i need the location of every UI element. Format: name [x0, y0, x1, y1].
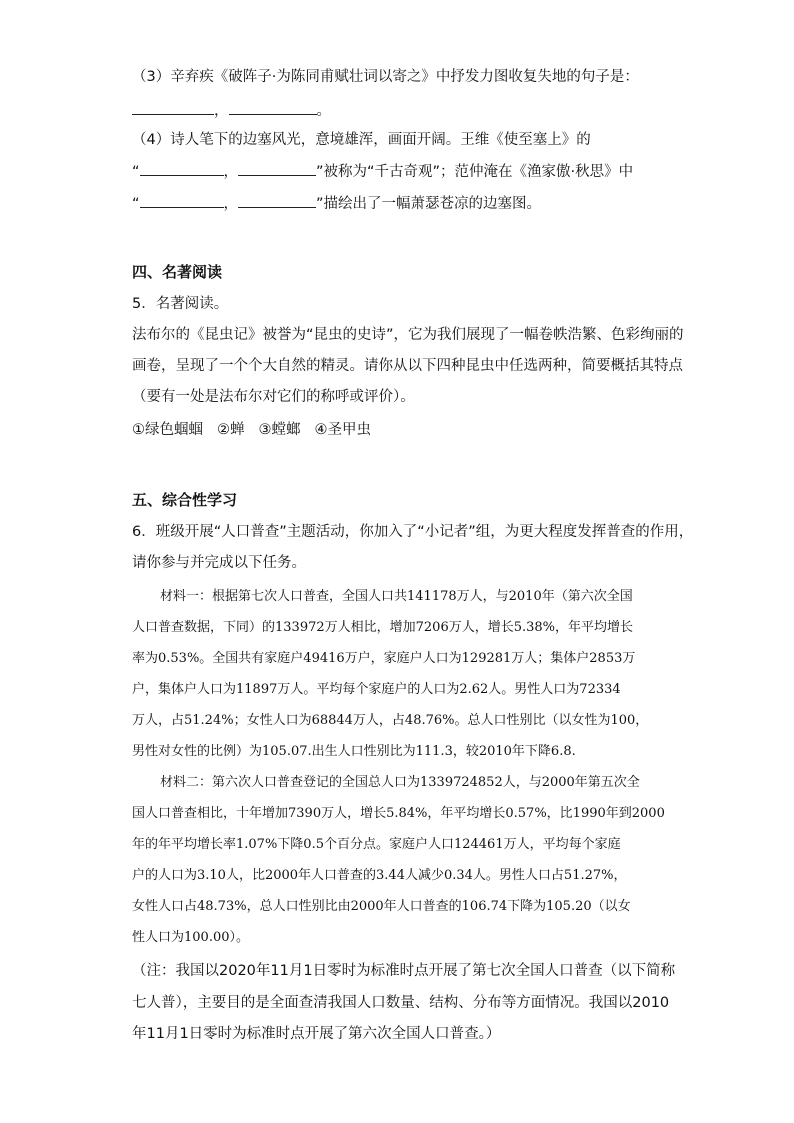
material-1-line: 率为0.53%。全国共有家庭户49416万户，家庭户人口为129281万人；集体户2853万 [132, 651, 636, 666]
material-2-line: 女性人口占48.73%，总人口性别比由2000年人口普查的106.74下降为105.20（以女 [132, 899, 631, 914]
question-5-text-line: 法布尔的《昆虫记》被誉为“昆虫的史诗”，它为我们展现了一幅卷帙浩繁、色彩绚丽的 [132, 327, 684, 343]
option-scarab: ④圣甲虫 [314, 422, 371, 438]
question-6-text-line: 6．班级开展“人口普查”主题活动，你加入了“小记者”组，为更大程度发挥普查的作用， [132, 524, 694, 540]
answer-blank[interactable] [140, 193, 224, 208]
note-line: （注：我国以2020年11月1日零时为标准时点开展了第七次全国人口普查（以下简称 [132, 963, 676, 979]
section-5-heading: 五、综合性学习 [132, 491, 238, 509]
question-text: ”被称为“千古奇观”；范仲淹在《渔家傲·秋思》中 [316, 164, 634, 180]
note-line: 七人普），主要目的是全面查清我国人口数量、结构、分布等方面情况。我国以2010 [132, 995, 670, 1011]
question-3-prompt: （3）辛弃疾《破阵子·为陈同甫赋壮词以寄之》中抒发力图收复失地的句子是： [132, 69, 639, 85]
option-katydid: ①绿色蝈蝈 [132, 422, 203, 438]
answer-blank[interactable] [238, 193, 316, 208]
material-2-line: 国人口普查相比，十年增加7390万人，增长5.84%，年平均增长0.57%，比1990年到2000 [132, 806, 665, 821]
question-5-options [132, 420, 385, 440]
separator: 。 [316, 103, 331, 119]
material-2-line: 年的年平均增长率1.07%下降0.5个百分点。家庭户人口124461万人，平均每个家庭 [132, 837, 621, 852]
quote-mark: “ [132, 196, 140, 212]
question-5-text-line: （要有一处是法布尔对它们的称呼或评价）。 [132, 389, 415, 405]
answer-blank[interactable] [229, 100, 317, 115]
material-1-line: 户，集体户人口为11897万人。平均每个家庭户的人口为2.62人。男性人口为72334 [132, 682, 621, 697]
separator: ， [223, 196, 239, 212]
question-4-line-3 [132, 193, 541, 214]
material-2-line: 户的人口为3.10人，比2000年人口普查的3.44人减少0.34人。男性人口占51.27%， [132, 868, 627, 883]
section-4-heading: 四、名著阅读 [132, 263, 223, 281]
material-1-line: 人口普查数据，下同）的133972万人相比，增加7206万人，增长5.38%，年平均增长 [132, 620, 634, 635]
answer-blank[interactable] [140, 161, 224, 176]
answer-blank[interactable] [132, 100, 214, 115]
separator: ， [214, 103, 229, 119]
material-2-line: 性人口为100.00）。 [132, 930, 249, 945]
question-4-line-2 [132, 161, 633, 182]
separator: ， [223, 164, 239, 180]
material-1-line: 万人，占51.24%；女性人口为68844万人，占48.76%。总人口性别比（以女性为100， [132, 713, 649, 728]
quote-mark: “ [132, 164, 140, 180]
question-6-text-line: 请你参与并完成以下任务。 [132, 555, 306, 571]
question-4-prompt: （4）诗人笔下的边塞风光，意境雄浑，画面开阔。王维《使至塞上》的 [132, 132, 591, 148]
question-text: ”描绘出了一幅萧瑟苍凉的边塞图。 [316, 196, 542, 212]
question-5-title: 5．名著阅读。 [132, 296, 229, 312]
question-5-text-line: 画卷，呈现了一个个大自然的精灵。请你从以下四种昆虫中任选两种，简要概括其特点 [132, 358, 683, 374]
option-cicada: ②蝉 [217, 422, 245, 438]
question-3-answer-line [132, 100, 331, 121]
option-mantis: ③螳螂 [258, 422, 301, 438]
material-1-line: 男性对女性的比例）为105.07.出生人口性别比为111.3，较2010年下降6.8. [132, 744, 576, 759]
note-line: 年11月1日零时为标准时点开展了第六次全国人口普查。） [132, 1026, 501, 1042]
answer-blank[interactable] [238, 161, 316, 176]
material-1-line: 材料一：根据第七次人口普查，全国人口共141178万人，与2010年（第六次全国 [160, 589, 633, 604]
material-2-line: 材料二：第六次人口普查登记的全国总人口为1339724852人，与2000年第五次全 [160, 775, 640, 790]
